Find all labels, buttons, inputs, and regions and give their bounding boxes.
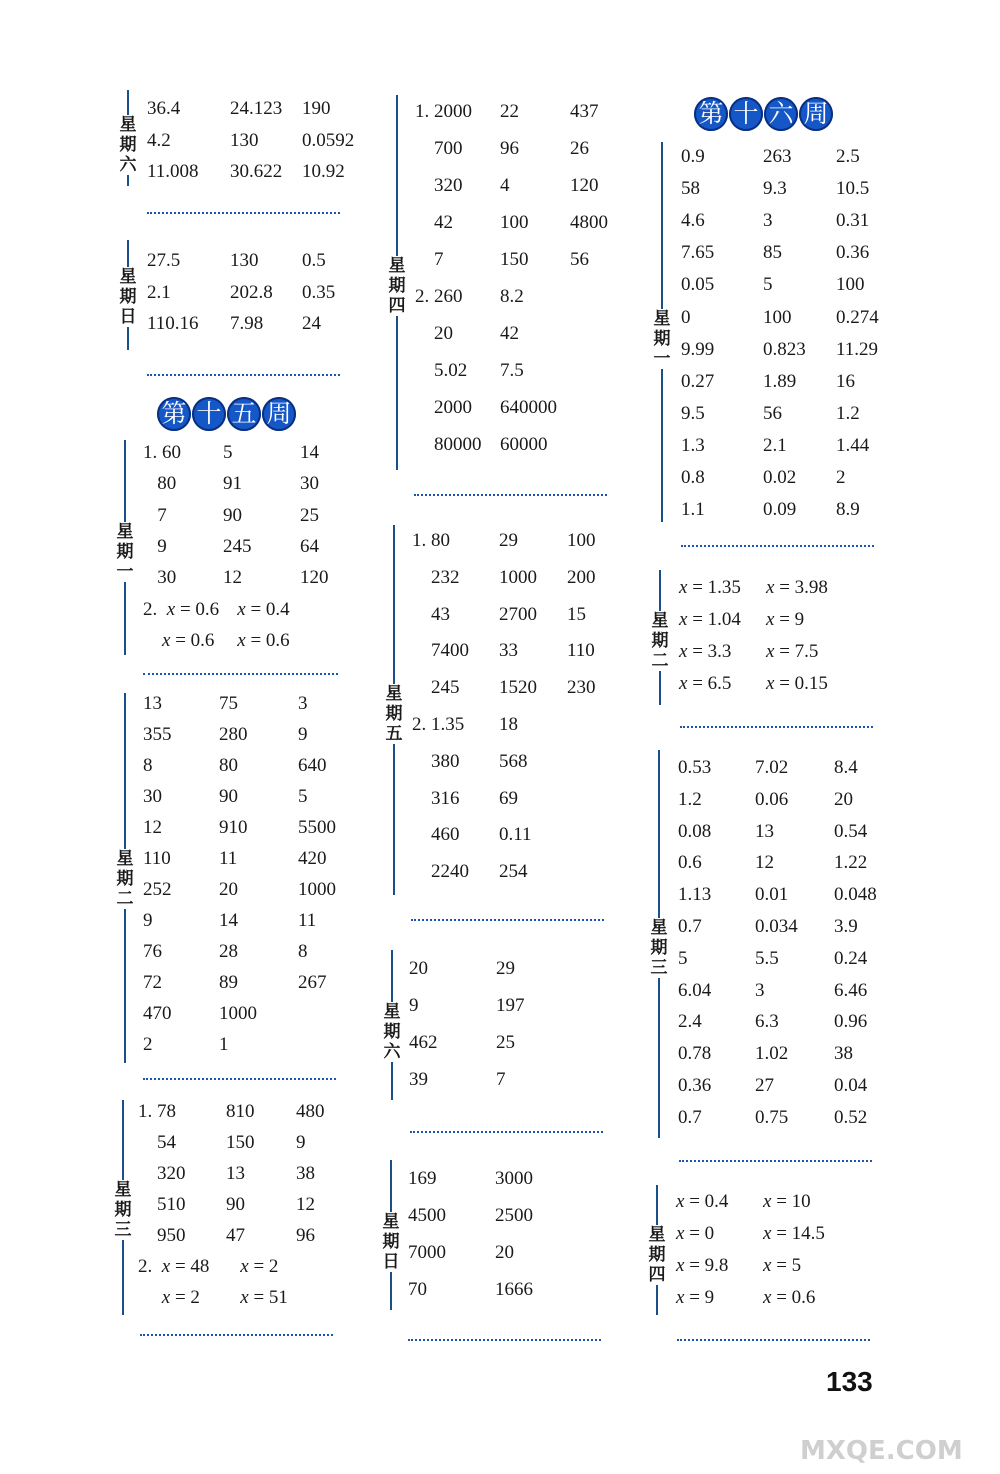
- watermark-text: MXQE.COM: [800, 1436, 963, 1466]
- answer-cell: 5.02: [415, 360, 468, 381]
- answer-cell: 0.7: [678, 1106, 702, 1128]
- answer-cell: 0.31: [836, 210, 870, 232]
- day-label: 星期一: [653, 308, 671, 369]
- separator: [680, 726, 873, 728]
- day-label: 星期四: [388, 256, 406, 316]
- answer-cell: 254: [499, 861, 528, 883]
- answer-cell: 5: [678, 947, 688, 969]
- answer-cell: 200: [567, 566, 596, 588]
- day-label: 星期日: [382, 1212, 400, 1272]
- week-banner-char: 十: [729, 97, 763, 131]
- answer-cell: 7.98: [230, 313, 264, 334]
- answer-cell: 110: [567, 640, 595, 662]
- answer-cell: 39: [409, 1069, 428, 1090]
- answer-cell: 18: [499, 714, 518, 735]
- answer-cell: 64: [300, 535, 319, 557]
- answer-cell: 28: [219, 941, 238, 962]
- answer-cell: 0.54: [834, 820, 868, 842]
- answer-cell: 110.16: [147, 313, 199, 334]
- answer-cell: 2.5: [836, 146, 860, 167]
- answer-cell: 12: [223, 567, 242, 589]
- day-label: 星期二: [116, 849, 134, 909]
- answer-cell: 7400: [412, 640, 469, 662]
- answer-cell: 100: [500, 212, 529, 233]
- answer-cell: 72: [143, 972, 162, 993]
- answer-cell: 2240: [412, 861, 469, 883]
- answer-cell: 5500: [298, 817, 336, 838]
- answer-cell: 9: [298, 724, 308, 745]
- answer-cell: 12: [296, 1194, 315, 1215]
- answer-cell: 0.04: [834, 1075, 868, 1096]
- answer-cell: 252: [143, 879, 172, 900]
- answer-cell: x = 3.98: [766, 577, 828, 598]
- answer-cell: 6.3: [755, 1011, 779, 1033]
- answer-cell: 7: [415, 249, 444, 270]
- answer-cell: 0.6: [678, 852, 702, 874]
- answer-cell: 24.123: [230, 98, 283, 119]
- answer-cell: 7.5: [500, 360, 524, 381]
- answer-cell: x = 2: [240, 1256, 279, 1277]
- answer-cell: 460: [412, 824, 460, 846]
- separator: [411, 919, 604, 921]
- answer-cell: 462: [409, 1032, 438, 1053]
- answer-cell: 14: [300, 442, 319, 463]
- answer-cell: 120: [300, 567, 329, 589]
- answer-cell: x = 14.5: [763, 1223, 825, 1244]
- answer-cell: 30: [143, 786, 162, 807]
- answer-cell: 950: [138, 1225, 186, 1246]
- answer-cell: 36.4: [147, 98, 181, 119]
- answer-cell: 4.6: [681, 210, 705, 232]
- answer-cell: 9.5: [681, 402, 705, 424]
- answer-cell: 0.01: [755, 884, 789, 906]
- answer-cell: 24: [302, 313, 321, 334]
- answer-cell: 4500: [408, 1205, 446, 1226]
- answer-cell: 0.034: [755, 916, 798, 937]
- answer-cell: 80: [219, 755, 238, 776]
- answer-cell: 12: [143, 817, 162, 838]
- answer-cell: 700: [415, 138, 463, 159]
- answer-cell: 2: [143, 1034, 153, 1055]
- answer-cell: 1.44: [836, 434, 870, 456]
- answer-cell: 0.36: [678, 1075, 712, 1096]
- separator: [147, 374, 340, 376]
- answer-cell: 5: [763, 274, 773, 296]
- answer-cell: 89: [219, 972, 238, 993]
- answer-cell: 0.5: [302, 250, 326, 271]
- answer-cell: 1. 78: [138, 1101, 176, 1122]
- answer-cell: 0.53: [678, 757, 712, 778]
- answer-cell: 1: [219, 1034, 229, 1055]
- answer-cell: 90: [219, 786, 238, 807]
- answer-cell: 7.02: [755, 757, 789, 778]
- separator: [414, 494, 607, 496]
- answer-cell: 2. x = 0.6: [143, 598, 220, 620]
- answer-cell: 58: [681, 178, 700, 200]
- answer-cell: 90: [226, 1194, 245, 1215]
- answer-cell: 190: [302, 98, 331, 119]
- answer-cell: 8.2: [500, 286, 524, 307]
- day-label: 星期四: [648, 1225, 666, 1285]
- answer-cell: 0.24: [834, 947, 868, 969]
- answer-cell: 16: [836, 370, 855, 392]
- answer-cell: 56: [763, 402, 782, 424]
- answer-cell: 130: [230, 129, 259, 151]
- week-banner-char: 第: [694, 97, 728, 131]
- answer-cell: 3: [298, 693, 308, 714]
- separator: [143, 1078, 336, 1080]
- day-label: 星期六: [383, 1002, 401, 1062]
- answer-cell: 20: [219, 879, 238, 900]
- answer-cell: 8: [143, 755, 153, 776]
- answer-cell: x = 10: [763, 1191, 811, 1212]
- answer-cell: 22: [500, 101, 519, 122]
- answer-cell: x = 0.6: [763, 1287, 816, 1308]
- answer-cell: x = 51: [240, 1287, 288, 1308]
- answer-cell: 568: [499, 750, 528, 772]
- day-label: 星期二: [651, 611, 669, 671]
- answer-cell: 267: [298, 972, 327, 993]
- answer-cell: 0.11: [499, 824, 532, 846]
- answer-cell: 54: [138, 1132, 176, 1153]
- answer-cell: 20: [495, 1242, 514, 1263]
- answer-cell: x = 9: [676, 1287, 715, 1308]
- answer-cell: 29: [496, 958, 515, 979]
- answer-cell: 470: [143, 1003, 172, 1024]
- answer-cell: 29: [499, 530, 518, 551]
- answer-cell: x = 6.5: [679, 673, 732, 694]
- day-label: 星期六: [119, 115, 137, 176]
- answer-cell: 91: [223, 473, 242, 495]
- answer-cell: 355: [143, 724, 172, 745]
- answer-cell: 640: [298, 755, 327, 776]
- answer-cell: 0.8: [681, 467, 705, 488]
- answer-cell: 7000: [408, 1242, 446, 1263]
- answer-cell: 7.65: [681, 242, 715, 264]
- answer-cell: 13: [143, 693, 162, 714]
- answer-cell: 2500: [495, 1205, 533, 1226]
- answer-cell: 1520: [499, 677, 537, 699]
- answer-cell: 47: [226, 1225, 245, 1246]
- answer-cell: 245: [223, 535, 252, 557]
- answer-cell: 15: [567, 603, 586, 625]
- separator: [679, 1160, 872, 1162]
- answer-cell: x = 7.5: [766, 641, 819, 662]
- answer-cell: 85: [763, 242, 782, 264]
- answer-cell: 510: [138, 1194, 186, 1215]
- answer-cell: 316: [412, 787, 460, 809]
- answer-cell: 0.7: [678, 916, 702, 937]
- answer-cell: 4800: [570, 212, 608, 233]
- answer-cell: 380: [412, 750, 460, 772]
- answer-cell: 0.96: [834, 1011, 868, 1033]
- answer-cell: 130: [230, 250, 259, 271]
- answer-cell: 2.1: [763, 434, 787, 456]
- answer-cell: 12: [755, 852, 774, 874]
- answer-cell: 8.4: [834, 757, 858, 778]
- answer-cell: 0: [681, 306, 691, 328]
- answer-cell: 27: [755, 1075, 774, 1096]
- answer-cell: 9.99: [681, 338, 715, 360]
- answer-cell: x = 1.35: [679, 577, 741, 598]
- week-banner-char: 十: [192, 397, 226, 431]
- answer-cell: 42: [500, 323, 519, 344]
- answer-cell: 1.13: [678, 884, 712, 906]
- answer-cell: 7: [143, 504, 167, 526]
- answer-cell: 75: [219, 693, 238, 714]
- separator: [140, 1334, 333, 1336]
- answer-cell: 0.02: [763, 467, 797, 488]
- answer-cell: 6.46: [834, 979, 868, 1001]
- answer-cell: 910: [219, 817, 248, 838]
- answer-cell: 1.02: [755, 1043, 789, 1065]
- answer-cell: 5: [223, 442, 233, 463]
- answer-cell: 25: [496, 1032, 515, 1053]
- answer-cell: 263: [763, 146, 792, 167]
- page-number: 133: [826, 1366, 873, 1397]
- answer-cell: 30: [300, 473, 319, 495]
- answer-cell: 38: [296, 1163, 315, 1184]
- answer-cell: 0.52: [834, 1106, 868, 1128]
- answer-cell: 33: [499, 640, 518, 662]
- separator: [147, 212, 340, 214]
- answer-cell: 9: [409, 995, 419, 1016]
- answer-cell: 0.08: [678, 820, 712, 842]
- answer-cell: 0.36: [836, 242, 870, 264]
- answer-cell: 2700: [499, 603, 537, 625]
- answer-cell: 150: [500, 249, 529, 270]
- answer-cell: 1. 2000: [415, 101, 472, 122]
- answer-cell: 232: [412, 566, 460, 588]
- separator: [677, 1339, 870, 1341]
- answer-cell: 10.92: [302, 161, 345, 182]
- answer-cell: 25: [300, 504, 319, 526]
- answer-cell: 2: [836, 467, 846, 488]
- answer-cell: 5.5: [755, 947, 779, 969]
- answer-cell: 20: [834, 788, 853, 810]
- answer-cell: 1000: [499, 566, 537, 588]
- answer-cell: 20: [415, 323, 453, 344]
- answer-cell: 13: [755, 820, 774, 842]
- answer-cell: 1000: [219, 1003, 257, 1024]
- week-banner-char: 第: [157, 397, 191, 431]
- answer-cell: 30.622: [230, 161, 283, 182]
- answer-cell: 0.75: [755, 1106, 789, 1128]
- answer-cell: 420: [298, 848, 327, 869]
- week-banner-char: 周: [262, 397, 296, 431]
- answer-cell: 26: [570, 138, 589, 159]
- answer-cell: 320: [415, 175, 463, 196]
- answer-cell: 9.3: [763, 178, 787, 200]
- answer-cell: 1. 80: [412, 530, 450, 551]
- separator: [681, 545, 874, 547]
- answer-cell: 437: [570, 101, 599, 122]
- week-banner-char: 周: [799, 97, 833, 131]
- separator: [408, 1339, 601, 1341]
- answer-cell: 3: [763, 210, 773, 232]
- answer-cell: 3000: [495, 1168, 533, 1189]
- answer-cell: 8.9: [836, 499, 860, 521]
- answer-cell: 4: [500, 175, 510, 196]
- answer-cell: 0.05: [681, 274, 715, 296]
- answer-cell: 1. 60: [143, 442, 181, 463]
- answer-cell: 8: [298, 941, 308, 962]
- separator: [143, 673, 338, 675]
- answer-cell: 0.06: [755, 788, 789, 810]
- answer-cell: x = 0.4: [237, 598, 290, 620]
- answer-cell: 230: [567, 677, 596, 699]
- answer-cell: 20: [409, 958, 428, 979]
- answer-cell: 43: [412, 603, 450, 625]
- answer-cell: 2. x = 48: [138, 1256, 210, 1277]
- answer-cell: 11.008: [147, 161, 199, 182]
- answer-cell: 1.1: [681, 499, 705, 521]
- week-16-banner: [694, 97, 833, 131]
- answer-cell: 76: [143, 941, 162, 962]
- answer-cell: 120: [570, 175, 599, 196]
- day-label: 星期五: [385, 684, 403, 744]
- answer-cell: 0.27: [681, 370, 715, 392]
- answer-cell: 11: [298, 910, 317, 931]
- answer-cell: x = 9.8: [676, 1255, 729, 1276]
- answer-cell: 9: [143, 535, 167, 557]
- answer-cell: 70: [408, 1279, 427, 1300]
- day-label: 星期三: [650, 917, 668, 978]
- answer-cell: 38: [834, 1043, 853, 1065]
- answer-cell: 9: [296, 1132, 306, 1153]
- answer-cell: x = 0.15: [766, 673, 828, 694]
- answer-cell: x = 5: [763, 1255, 802, 1276]
- week-banner-char: 六: [764, 97, 798, 131]
- answer-cell: 202.8: [230, 281, 273, 303]
- answer-cell: 7: [496, 1069, 506, 1090]
- answer-cell: 1000: [298, 879, 336, 900]
- answer-cell: 96: [500, 138, 519, 159]
- answer-cell: 80000: [415, 434, 482, 455]
- answer-cell: 640000: [500, 397, 557, 418]
- answer-cell: 1.22: [834, 852, 868, 874]
- answer-cell: 96: [296, 1225, 315, 1246]
- day-label: 星期一: [116, 521, 134, 582]
- answer-cell: 197: [496, 995, 525, 1016]
- answer-cell: 13: [226, 1163, 245, 1184]
- answer-cell: 2. 260: [415, 286, 463, 307]
- answer-cell: 60000: [500, 434, 548, 455]
- answer-cell: 14: [219, 910, 238, 931]
- answer-cell: 0.823: [763, 338, 806, 360]
- answer-cell: 10.5: [836, 178, 870, 200]
- answer-cell: 0.0592: [302, 129, 355, 151]
- answer-cell: 0.048: [834, 884, 877, 906]
- answer-cell: 245: [412, 677, 460, 699]
- answer-cell: 69: [499, 787, 518, 809]
- answer-cell: 9: [143, 910, 153, 931]
- answer-cell: 100: [836, 274, 865, 296]
- answer-cell: 280: [219, 724, 248, 745]
- day-label: 星期三: [114, 1179, 132, 1240]
- answer-cell: x = 1.04: [679, 609, 741, 630]
- answer-cell: 100: [567, 530, 596, 551]
- answer-cell: 1.2: [836, 402, 860, 424]
- answer-cell: 56: [570, 249, 589, 270]
- answer-cell: 2000: [415, 397, 472, 418]
- answer-cell: x = 0.4: [676, 1191, 729, 1212]
- day-label: 星期日: [119, 267, 137, 328]
- answer-cell: 3.9: [834, 916, 858, 937]
- answer-cell: 27.5: [147, 250, 181, 271]
- answer-cell: 0.9: [681, 146, 705, 167]
- answer-cell: x = 2: [161, 1287, 200, 1308]
- answer-cell: x = 0.6: [162, 629, 215, 651]
- answer-cell: 480: [296, 1101, 325, 1122]
- answer-cell: 0.274: [836, 306, 879, 328]
- week-15-banner: [157, 397, 296, 431]
- answer-cell: 30: [143, 567, 177, 589]
- answer-cell: 0.09: [763, 499, 797, 521]
- week-banner-char: 五: [227, 397, 261, 431]
- answer-cell: 3: [755, 979, 765, 1001]
- answer-cell: 0.35: [302, 281, 336, 303]
- answer-cell: 169: [408, 1168, 437, 1189]
- answer-cell: 11: [219, 848, 238, 869]
- answer-cell: 5: [298, 786, 308, 807]
- answer-cell: 90: [223, 504, 242, 526]
- answer-cell: 6.04: [678, 979, 712, 1001]
- separator: [410, 1131, 603, 1133]
- answer-cell: 42: [415, 212, 453, 233]
- answer-cell: x = 9: [766, 609, 805, 630]
- answer-cell: x = 3.3: [679, 641, 732, 662]
- answer-cell: 320: [138, 1163, 186, 1184]
- answer-cell: 2. 1.35: [412, 714, 465, 735]
- answer-cell: 0.78: [678, 1043, 712, 1065]
- answer-cell: 810: [226, 1101, 255, 1122]
- answer-cell: 11.29: [836, 338, 879, 360]
- answer-cell: x = 0: [676, 1223, 715, 1244]
- answer-cell: 1.3: [681, 434, 705, 456]
- answer-cell: 2.4: [678, 1011, 702, 1033]
- answer-cell: x = 0.6: [237, 629, 290, 651]
- answer-cell: 80: [143, 473, 177, 495]
- answer-cell: 4.2: [147, 129, 171, 151]
- answer-cell: 1666: [495, 1279, 533, 1300]
- answer-cell: 150: [226, 1132, 255, 1153]
- answer-cell: 110: [143, 848, 171, 869]
- answer-cell: 2.1: [147, 281, 171, 303]
- answer-cell: 1.2: [678, 788, 702, 810]
- answer-cell: 1.89: [763, 370, 797, 392]
- answer-cell: 100: [763, 306, 792, 328]
